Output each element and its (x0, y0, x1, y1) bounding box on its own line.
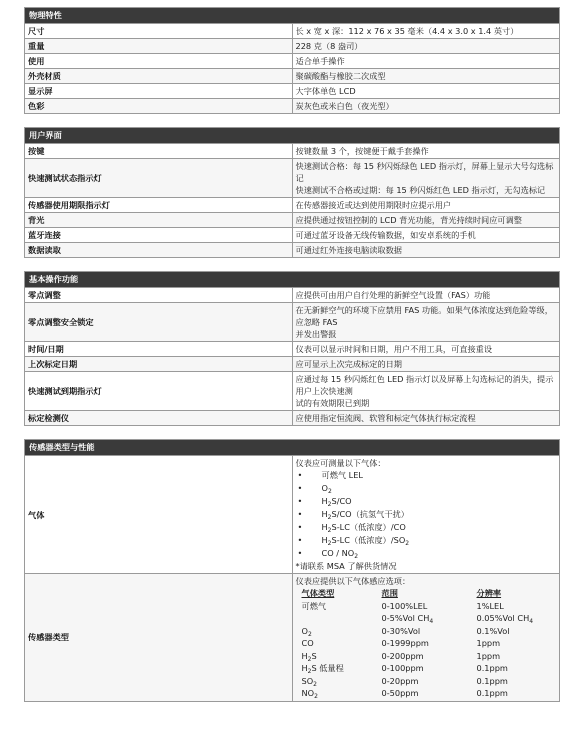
sensor-type-cell-text: 0.1ppm (476, 663, 508, 673)
gas-item-subscript: 2 (327, 501, 332, 508)
sensors-header-row (25, 440, 560, 456)
ui-row-value (292, 198, 560, 213)
gas-item-text: O (321, 483, 328, 493)
gas-item-subscript: 2 (354, 553, 359, 560)
basic-row-key: 时间/日期 (25, 342, 293, 357)
ui-row-key: 快速测试状态指示灯 (25, 159, 293, 198)
sensor-type-cell-gas (302, 600, 382, 613)
physical-row-key: 使用 (25, 54, 293, 69)
basic-row (25, 372, 560, 411)
ui-spacer (25, 258, 560, 272)
sensor-type-cell-range (382, 687, 477, 700)
sensor-type-cell-text: 可燃气 (301, 600, 327, 611)
gas-list-item (296, 534, 557, 547)
physical-row (25, 99, 560, 114)
gas-item-text: 可燃气 LEL (321, 470, 363, 480)
sensor-type-column-header: 气体类型 (301, 588, 335, 598)
basic-row-value-line: 应通过每 15 秒闪烁红色 LED 指示灯以及屏幕上勾选标记的消失，提示用户上次快速测 (295, 374, 554, 396)
bullet-icon: • (297, 483, 303, 493)
physical-header-row (25, 8, 560, 24)
sensor-type-row (25, 574, 560, 702)
basic-row-value-line: 仪表可以显示时间和日期，用户不用工具，可直接重设 (295, 344, 493, 354)
basic-row (25, 357, 560, 372)
sensor-type-cell-text: 1%LEL (476, 600, 504, 611)
sensor-type-cell-range (382, 612, 477, 625)
sensor-type-column-header: 分辨率 (476, 588, 502, 598)
gas-list-item (296, 508, 557, 521)
sensor-type-cell-res (477, 650, 567, 663)
sensor-type-cell-text: 0.05%Vol CH (476, 613, 530, 623)
gas-item-subscript: 2 (327, 527, 332, 534)
sensor-type-cell-text: H (301, 650, 308, 661)
sensor-type-cell-text: 0-20ppm (381, 675, 419, 686)
sensor-type-cell-text: 0-100ppm (381, 663, 424, 673)
sensor-type-cell-res (477, 687, 567, 700)
basic-row-value (292, 411, 560, 426)
sensor-type-cell-text: 0-50ppm (381, 688, 419, 698)
physical-row-value: 炭灰色或米白色（夜光型） (292, 99, 560, 114)
sensor-type-cell-text: 0-5%Vol CH (381, 613, 430, 623)
sensor-type-cell-subscript: 2 (307, 668, 312, 675)
physical-row-value: 228 克（8 盎司） (292, 39, 560, 54)
physical-spacer (25, 114, 560, 128)
sensor-type-cell-text: 0.1ppm (476, 688, 508, 698)
basic-row-value-line: 试的有效期限已到期 (295, 398, 370, 408)
sensor-type-cell-gas (302, 650, 382, 663)
sensor-type-cell-subscript: 4 (529, 618, 534, 625)
ui-row (25, 198, 560, 213)
sensor-type-cell-text: 1ppm (476, 650, 501, 661)
spec-table-body (25, 8, 560, 702)
ui-row-key: 蓝牙连接 (25, 228, 293, 243)
ui-row-value-line: 快速测试不合格或过期：每 15 秒闪烁红色 LED 指示灯，无勾选标记 (295, 185, 546, 195)
physical-row-key: 外壳材质 (25, 69, 293, 84)
bullet-icon: • (297, 548, 303, 558)
gas-list-item (296, 495, 557, 508)
ui-row-value-line: 可通过红外连接电脑读取数据 (295, 245, 402, 255)
basic-row (25, 411, 560, 426)
bullet-icon: • (297, 522, 303, 532)
gas-item-text: H (321, 509, 328, 519)
ui-row-value (292, 159, 560, 198)
sensor-type-cell-text: 0.1ppm (476, 675, 508, 686)
spec-table (24, 7, 560, 702)
basic-section-title: 基本操作功能 (25, 272, 560, 288)
basic-spacer-cell (25, 426, 560, 440)
sensor-type-cell-res (477, 675, 567, 688)
basic-row (25, 342, 560, 357)
gas-intro: 仪表应可测量以下气体： (295, 458, 386, 468)
basic-row-value (292, 342, 560, 357)
gas-item-text: H (321, 522, 328, 532)
ui-row-key: 按键 (25, 144, 293, 159)
sensor-type-cell-range (382, 650, 477, 663)
sensor-type-cell-gas (302, 662, 382, 675)
sensor-type-cell-text: H (301, 663, 308, 673)
basic-row-value (292, 303, 560, 342)
physical-row (25, 39, 560, 54)
ui-row (25, 243, 560, 258)
ui-row (25, 228, 560, 243)
sensor-type-cell-text: O (301, 625, 308, 636)
ui-row-value-line: 可通过蓝牙设备无线传输数据，如安卓系统的手机 (295, 230, 476, 240)
sensor-type-cell-text: 0-30%Vol (381, 625, 421, 636)
gas-item-text: CO / NO (321, 548, 355, 558)
ui-spacer-cell (25, 258, 560, 272)
sensor-type-cell-range (382, 662, 477, 675)
physical-row-key: 显示屏 (25, 84, 293, 99)
basic-header-row (25, 272, 560, 288)
sensor-type-cell-subscript: 2 (313, 680, 317, 688)
physical-row (25, 84, 560, 99)
basic-spacer (25, 426, 560, 440)
sensor-type-cell-range (382, 637, 477, 650)
basic-row-key: 零点调整安全锁定 (25, 303, 293, 342)
sensor-type-cell-range (382, 675, 477, 688)
basic-row-value (292, 288, 560, 303)
basic-row-value (292, 357, 560, 372)
physical-row-value: 适合单手操作 (292, 54, 560, 69)
ui-row (25, 213, 560, 228)
gas-list (296, 469, 557, 560)
ui-row-value (292, 213, 560, 228)
ui-row-value-line: 应提供通过按钮控制的 LCD 背光功能，背光持续时间应可调整 (295, 215, 522, 225)
sensor-type-cell-gas (302, 687, 382, 700)
gas-note: *请联系 MSA 了解供货情况 (295, 561, 397, 571)
ui-row-key: 背光 (25, 213, 293, 228)
gas-item-subscript: 2 (405, 540, 410, 547)
ui-row-value-line: 快速测试合格：每 15 秒闪烁绿色 LED 指示灯，屏幕上显示大号勾选标记 (295, 161, 554, 183)
basic-row-value-line: 应可显示上次完成标定的日期 (295, 359, 402, 369)
physical-spacer-cell (25, 114, 560, 128)
basic-row-value-line: 并发出警报 (295, 329, 337, 339)
basic-row (25, 303, 560, 342)
ui-row-value (292, 228, 560, 243)
gas-list-item (296, 482, 557, 495)
gas-item-subscript: 2 (327, 488, 332, 495)
bullet-icon: • (297, 535, 303, 545)
sensor-type-cell-text: S (311, 650, 317, 661)
physical-row-value: 大字体单色 LCD (292, 84, 560, 99)
ui-header-row (25, 128, 560, 144)
physical-row-value: 聚碳酸酯与橡胶二次成型 (292, 69, 560, 84)
gas-item-subscript: 2 (327, 514, 332, 521)
ui-row-key: 数据读取 (25, 243, 293, 258)
sensor-type-cell-text: CO (301, 638, 314, 648)
gas-row-value (292, 456, 560, 574)
sensor-type-cell-text: 0-1999ppm (381, 638, 429, 648)
sensors-section-title: 传感器类型与性能 (25, 440, 560, 456)
physical-row-key: 重量 (25, 39, 293, 54)
ui-row-value (292, 243, 560, 258)
sensor-type-cell-subscript: 2 (314, 693, 318, 700)
sensor-type-cell-text: 0-200ppm (381, 650, 424, 661)
physical-row (25, 24, 560, 39)
bullet-icon: • (297, 470, 303, 480)
ui-row (25, 159, 560, 198)
gas-item-text: S/CO (331, 496, 352, 506)
gas-item-text: S-LC（低浓度）/SO (331, 535, 406, 545)
sensor-type-cell-gas (302, 612, 382, 625)
gas-item-text: H (321, 496, 328, 506)
sensor-type-cell-subscript: 2 (307, 655, 312, 663)
sensor-type-cell-res (477, 637, 567, 650)
basic-row-value-line: 应提供可由用户自行处理的新鲜空气设置（FAS）功能 (295, 290, 491, 300)
sensor-type-row-key: 传感器类型 (25, 574, 293, 702)
sensor-type-cell-text: 1ppm (476, 638, 501, 648)
gas-row-key: 气体 (25, 456, 293, 574)
bullet-icon: • (297, 496, 303, 506)
sensor-type-cell-range (382, 600, 477, 613)
sensor-type-cell-text: 0.1%Vol (476, 625, 510, 636)
physical-section-title: 物理特性 (25, 8, 560, 24)
gas-row (25, 456, 560, 574)
sensor-type-table (302, 587, 557, 700)
physical-row (25, 54, 560, 69)
basic-row-key: 标定检测仪 (25, 411, 293, 426)
ui-row-value (292, 144, 560, 159)
bullet-icon: • (297, 509, 303, 519)
physical-row-key: 尺寸 (25, 24, 293, 39)
ui-row-key: 传感器使用期限指示灯 (25, 198, 293, 213)
sensor-type-cell-gas (302, 675, 382, 688)
gas-list-item (296, 521, 557, 534)
sensor-type-row-value (292, 574, 560, 702)
sensor-type-cell-res (477, 600, 567, 613)
sensor-type-cell-subscript: 2 (307, 630, 312, 638)
sensor-type-cell-res (477, 612, 567, 625)
sensor-type-cell-text: 0-100%LEL (381, 600, 428, 611)
gas-item-text: S/CO（抗氢气干扰） (331, 509, 409, 519)
ui-section-title: 用户界面 (25, 128, 560, 144)
basic-row (25, 288, 560, 303)
basic-row-value-line: 在无新鲜空气的环境下应禁用 FAS 功能。如果气体浓度达到危险等级，应忽略 FAS (295, 305, 553, 327)
sensor-type-column-header: 范围 (381, 588, 398, 598)
gas-item-text: H (321, 535, 328, 545)
gas-list-item (296, 547, 557, 560)
gas-list-item (296, 469, 557, 482)
basic-row-key: 快速测试到期指示灯 (25, 372, 293, 411)
physical-row-key: 色彩 (25, 99, 293, 114)
sensor-type-cell-gas (302, 625, 382, 638)
sensor-type-cell-text: NO (301, 688, 315, 698)
sensor-type-cell-res (477, 625, 567, 638)
physical-row (25, 69, 560, 84)
basic-row-key: 零点调整 (25, 288, 293, 303)
basic-row-key: 上次标定日期 (25, 357, 293, 372)
sensor-type-cell-text: SO (301, 675, 314, 686)
gas-item-subscript: 2 (327, 540, 332, 547)
ui-row-value-line: 按键数量 3 个，按键便于戴手套操作 (295, 146, 429, 156)
sensor-type-cell-res (477, 662, 567, 675)
sensor-type-cell-gas (302, 637, 382, 650)
sensor-type-intro: 仪表应提供以下气体感应选项： (295, 576, 411, 586)
physical-row-value: 长 x 宽 x 深：112 x 76 x 35 毫米（4.4 x 3.0 x 1.4 英寸） (292, 24, 560, 39)
basic-row-value-line: 应使用指定恒流阀、软管和标定气体执行标定流程 (295, 413, 476, 423)
sensor-type-cell-subscript: 4 (429, 618, 434, 625)
basic-row-value (292, 372, 560, 411)
sensor-type-cell-range (382, 625, 477, 638)
ui-row-value-line: 在传感器接近或达到使用期限时应提示用户 (295, 200, 452, 210)
ui-row (25, 144, 560, 159)
gas-item-text: S-LC（低浓度）/CO (331, 522, 406, 532)
sensor-type-cell-text: S 低量程 (311, 663, 344, 673)
